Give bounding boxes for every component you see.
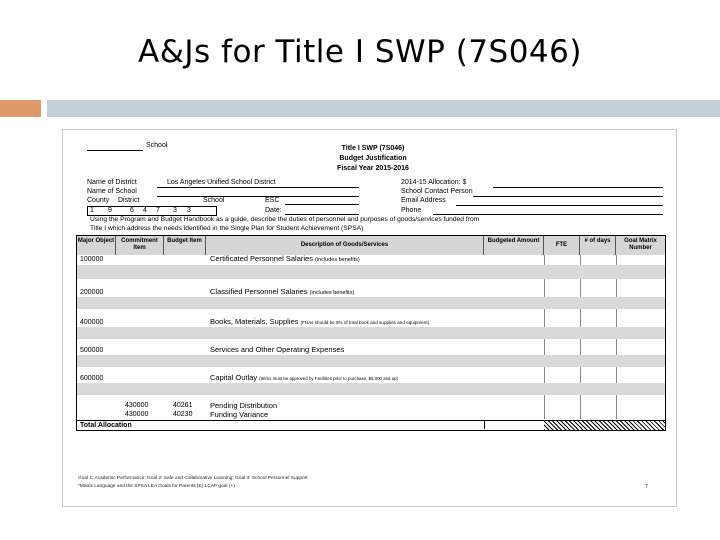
doc-heading-subtitle: Budget Justification [339,155,407,162]
row-label-text: Classified Personnel Salaries [210,287,308,296]
row-code: 500000 [80,347,104,354]
row-label-text: Capital Outlay [210,373,258,382]
budget-table [76,235,666,431]
col-budgeted-amount: Budgeted Amount [484,236,544,255]
row-note: (includes benefits) [309,290,355,296]
budget-document [62,129,677,507]
district-code-label: District [118,197,140,204]
shaded-row [77,265,665,279]
date-underline [285,214,359,215]
county-label: County [87,197,110,204]
row-label [210,318,429,326]
contact-label: School Contact Person [401,188,473,195]
row-label-text: Certificated Personnel Salaries [210,254,313,263]
row-note: (includes benefits) [315,257,360,263]
code-digit: 7 [156,207,160,214]
col-goal-matrix: Goal Matrix Number [616,236,665,255]
shaded-row [77,355,665,367]
email-label: Email Address [401,197,446,204]
name-district-value: Los Angeles Unified School District [167,179,276,186]
name-district-label: Name of District [87,179,137,186]
row-label-text: Books, Materials, Supplies [210,317,299,326]
esc-underline [285,204,359,205]
row-label [210,288,354,297]
school-label: School [146,142,168,149]
allocation-label: 2014-15 Allocation: $ [401,179,467,186]
row-label [210,255,360,264]
row-label-text: Services and Other Operating Expenses [210,345,345,354]
col-days: # of days [580,236,616,255]
allocation-underline [493,187,663,188]
col-fte: FTE [544,236,580,255]
code-digit: 3 [173,207,177,214]
pending-budget: 40261 [173,402,193,409]
school-underline [157,196,359,197]
code-digit: 6 [130,207,134,214]
esc-label: ESC [265,197,280,204]
phone-underline [433,214,663,215]
shaded-row [77,327,665,339]
row-label [210,374,398,382]
variance-label: Funding Variance [210,410,269,419]
shaded-row [77,383,665,395]
pending-commitment: 430000 [125,402,149,409]
total-amount-cell [484,420,545,429]
code-digit: 1 [90,207,94,214]
name-school-label: Name of School [87,188,137,195]
email-underline [456,205,663,206]
variance-commitment: 430000 [125,411,149,418]
row-note: (Items must be approved by Facilities prior to purchase, $5,000 and up) [259,376,399,381]
instructions-line-1: Using the Program and Budget Handbook as a guide, describe the duties of personnel and purposes of goods/services funded from [90,216,480,223]
doc-heading-fiscal-year: Fiscal Year 2015-2016 [337,165,409,172]
phone-label: Phone [401,207,422,214]
contact-underline [473,196,663,197]
page-number: 7 [645,484,648,490]
col-commitment-item: Commitment Item [116,236,164,255]
row-code: 200000 [80,289,104,296]
col-major-object: Major Object [77,236,116,255]
row-note: (FNAs should be 5% of total book and supplies and equipment) [300,320,430,325]
code-digit: 4 [143,207,147,214]
school-name-underline [87,150,143,151]
accent-bar-blue [47,100,720,117]
row-code: 400000 [80,319,104,326]
pending-label: Pending Distribution [210,401,278,410]
code-digit: 3 [187,207,191,214]
footer-line-2: *Matrix Language and the SPSA LEA Goals for Parents (E) LCAP goal (+) [78,484,235,489]
col-budget-item: Budget Item [164,236,206,255]
hatched-cells [544,421,665,430]
district-underline [157,187,359,188]
code-digit-boxes [87,206,217,216]
date-label: Date: [265,207,282,214]
row-code: 600000 [80,375,104,382]
code-digit: 9 [108,207,112,214]
school-code-label: School [203,197,225,204]
instructions-line-2: Title I which address the needs identified in the Single Plan for Student Achievement (SPSA) [90,225,364,232]
variance-budget: 40230 [173,411,193,418]
slide-title: A&Js for Title I SWP (7S046) [138,34,582,70]
row-code: 100000 [80,256,104,263]
row-label [210,346,344,354]
footer-line-1: Goal 1: Academic Performance; Goal 2: Safe and Collaborative Learning; Goal 3: School Personnel Support [78,476,308,481]
accent-bar-orange [0,100,41,117]
col-description: Description of Goods/Services [206,236,484,255]
doc-heading-title: Title I SWP (7S046) [341,145,405,152]
shaded-row [77,297,665,309]
total-allocation-label: Total Allocation [80,422,132,429]
